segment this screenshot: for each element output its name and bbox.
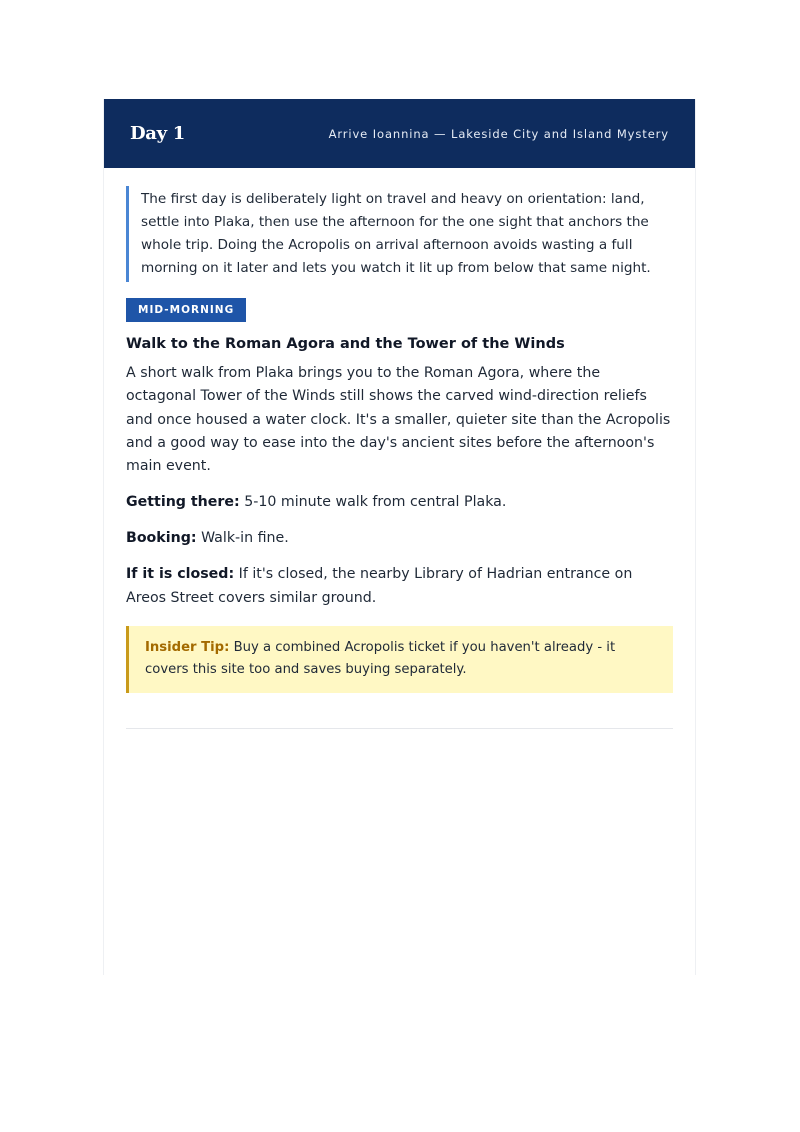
insider-tip-label: Insider Tip:	[145, 640, 230, 656]
getting-there-detail	[126, 490, 673, 514]
closed-value: If it's closed, the nearby Library of Hadrian entrance on Areos Street covers similar ground.	[126, 566, 633, 607]
day-intro: The first day is deliberately light on travel and heavy on orientation: land, settle into Plaka, then use the afternoon for the one sight that anchors the whole trip. Doing the Acropolis on arrival afternoon avoids wasting a full morning on it later and lets you watch it lit up from below that same night.	[126, 186, 673, 282]
day-card	[103, 99, 696, 975]
day-header	[104, 99, 695, 168]
day-body	[104, 168, 695, 729]
insider-tip	[126, 626, 673, 693]
closed-label: If it is closed:	[126, 566, 235, 583]
activity-title: Walk to the Roman Agora and the Tower of the Winds	[126, 336, 565, 352]
section-divider	[126, 728, 673, 729]
booking-detail	[126, 526, 673, 550]
time-badge: MID-MORNING	[126, 298, 246, 322]
booking-label: Booking:	[126, 530, 197, 547]
activity-description: A short walk from Plaka brings you to the Roman Agora, where the octagonal Tower of the Winds still shows the carved wind-direction reliefs and once housed a water clock. It's a smaller, quieter site than the Acropolis and a good way to ease into the day's ancient sites before the afternoon's main event.	[126, 365, 671, 475]
day-title: Day 1	[130, 123, 186, 144]
day-subtitle: Arrive Ioannina — Lakeside City and Island Mystery	[328, 126, 669, 141]
getting-there-value: 5-10 minute walk from central Plaka.	[244, 494, 507, 511]
insider-tip-text: Buy a combined Acropolis ticket if you haven't already - it covers this site too and saves buying separately.	[145, 640, 616, 678]
closed-detail	[126, 562, 673, 610]
booking-value: Walk-in fine.	[201, 530, 289, 547]
getting-there-label: Getting there:	[126, 494, 240, 511]
